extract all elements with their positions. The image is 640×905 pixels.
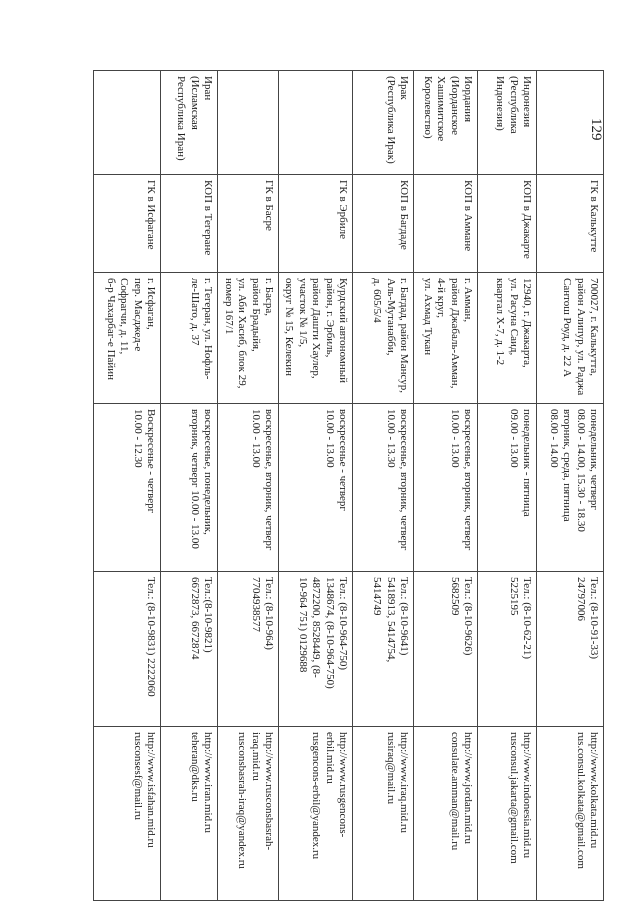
cell-line: 08.00 - 14.00, 15.30 - 18.30 [574,409,587,532]
hours-cell [160,404,217,572]
cell-line: Воскресенье - четверг [144,409,157,514]
cell-line: Сантош Роуд, д. 22 А [561,278,574,378]
cell-line: ГК в Калькутте [588,180,600,253]
country-cell [93,71,160,175]
cell-line: 10.00 - 13.00 [249,409,262,468]
cell-line: Аль-Мутанабби, [384,278,397,356]
address-cell [537,273,604,404]
country-cell [537,71,604,175]
table-row [478,71,537,901]
address-cell [160,273,217,404]
cell-line: teheran@dks.ru [188,732,201,802]
cell-line: 5225195 [507,577,520,616]
table-row [93,71,160,901]
web-cell [278,727,352,901]
cell-line: г. Амман, [462,278,474,323]
web-cell [93,727,160,901]
address-cell [353,273,414,404]
phones-cell [278,572,352,727]
hours-cell [217,404,278,572]
cell-line: 10.00 - 13.00 [448,409,461,468]
cell-line: Тел.: (8-10-964) [262,577,275,650]
cell-line: 6672873, 6672874 [188,577,201,660]
cell-line: КОП в Аммане [462,180,474,252]
cell-line: округ № 15, Келекин [283,278,296,376]
cell-line: 5418913, 5414754, [384,577,397,663]
cell-line: г. Тегеран, ул. Нофль- [201,278,214,380]
table-row [414,71,478,901]
hours-cell [353,404,414,572]
cell-line: Тел.: (8-10-9626) [462,577,474,656]
cell-line: Тел.: (8-10-62-21) [521,577,533,660]
web-cell [160,727,217,901]
cell-line: вторник, четверг 10.00 - 13.00 [188,409,201,549]
cell-line: воскресенье, вторник, четверг [398,409,410,551]
office-cell [217,175,278,273]
phones-cell [537,572,604,727]
cell-line: Курдский автономный [337,278,349,383]
cell-line: понедельник, четверг [588,409,600,510]
table-row [537,71,604,901]
cell-line: http://www.kolkata.mid.ru [588,732,600,849]
address-cell [478,273,537,404]
cell-line: 5682509 [448,577,461,616]
country-cell [278,71,352,175]
hours-cell [414,404,478,572]
cell-line: район Алипур, ул. Раджа [574,278,587,396]
hours-cell [537,404,604,572]
cell-line: ГК в Исфагане [144,180,157,250]
cell-line: iraq.mid.ru [249,732,262,781]
cell-line: район Дашти Хаулер, [310,278,323,379]
cell-line: участок № 1/5, [296,278,309,348]
cell-line: (Иорданское [448,76,461,136]
cell-line: г. Багдад, район Мансур, [398,278,410,393]
cell-line: 12940, г. Джакарта, [521,278,533,368]
cell-line: Индонезия) [494,76,507,131]
country-cell [478,71,537,175]
cell-line: номер 167/1 [222,278,235,335]
cell-line: район Джабаль-Амман, [448,278,461,389]
cell-line: квартал X-7, д. 1-2 [494,278,507,366]
cell-line: воскресенье, вторник, четверг [262,409,275,551]
rotated-page [95,70,604,900]
cell-line: 5414749 [371,577,384,616]
country-cell [217,71,278,175]
cell-line: http://www.rusconsbasrah- [262,732,275,851]
cell-line: Иордания [462,76,474,123]
cell-line: Тел.: (8-10-9831) 2222060 [144,577,157,697]
cell-line: Тел.:(8-10-9821) [201,577,214,653]
office-cell [414,175,478,273]
country-cell [414,71,478,175]
country-cell [160,71,217,175]
cell-line: ул. Ахмад Тукан [421,278,434,356]
cell-line: район Брадыйя, [249,278,262,352]
cell-line: rus.consul.kolkata@gmail.com [574,732,587,869]
office-cell [160,175,217,273]
address-cell [217,273,278,404]
cell-line: д. 605/5/4 [371,278,384,323]
cell-line: ул. Аби Хасиб, блок 29, [236,278,249,389]
cell-line: 4872200, 8528449, (8- [310,577,323,678]
phones-cell [478,572,537,727]
cell-line: 7704938577 [249,577,262,632]
cell-line: 10.00 - 12.30 [131,409,144,468]
phones-cell [160,572,217,727]
address-cell [93,273,160,404]
cell-line: 4-й круг, [435,278,448,319]
cell-line: (Республика [507,76,520,134]
cell-line: Софрагчи, д. 11, [118,278,131,355]
address-cell [414,273,478,404]
office-cell [278,175,352,273]
cell-line: 08.00 - 14.00 [547,409,560,468]
cell-line: вторник, среда, пятница [561,409,574,522]
office-cell [478,175,537,273]
cell-line: rusconsbasrah-iraq@yandex.ru [236,732,249,869]
cell-line: http://www.rusgencons- [337,732,349,838]
office-cell [537,175,604,273]
cell-line: consulate.amman@mail.ru [448,732,461,851]
cell-line: rusconsul.jakarta@gmail.com [507,732,520,864]
cell-line: 10.00 - 13.00 [323,409,336,468]
cell-line: rusiraq@mail.ru [384,732,397,805]
cell-line: Королевство) [421,76,434,139]
cell-line: КОП в Тегеране [201,180,214,256]
cell-line: пер. Масджед-е [131,278,144,352]
cell-line: erbil.mid.ru [323,732,336,784]
web-cell [217,727,278,901]
cell-line: г. Исфаган, [144,278,157,330]
office-cell [93,175,160,273]
cell-line: Иран [201,76,214,101]
cell-line: воскресенье - четверг [337,409,349,511]
office-cell [353,175,414,273]
hours-cell [478,404,537,572]
cell-line: 10-964 751) 0129688 [296,577,309,673]
cell-line: 700027, г. Калькутта, [588,278,600,377]
cell-line: б-р Чахарбаг-е Пайин [104,278,117,381]
cell-line: Тел.: (8-10-9641) [398,577,410,656]
table-row [160,71,217,901]
hours-cell [278,404,352,572]
cell-line: воскресенье, вторник, четверг [462,409,474,551]
phones-cell [93,572,160,727]
cell-line: Индонезия [521,76,533,128]
cell-line: район, г. Эрбиль, [323,278,336,358]
table-row [278,71,352,901]
web-cell [414,727,478,901]
table-row [353,71,414,901]
cell-line: понедельник - пятница [521,409,533,517]
cell-line: rusgencons-erbil@yandex.ru [310,732,323,860]
web-cell [353,727,414,901]
cell-line: Республика Иран) [175,76,188,161]
cell-line: (Республика Ирак) [384,76,397,164]
cell-line: http://www.indonesia.mid.ru [521,732,533,859]
web-cell [537,727,604,901]
cell-line: ГК в Басре [262,180,275,231]
country-cell [353,71,414,175]
cell-line: 10.00 - 13.30 [384,409,397,468]
phones-cell [353,572,414,727]
cell-line: (Исламская [188,76,201,130]
cell-line: Тел.: (8-10-964-750) [337,577,349,671]
phones-cell [414,572,478,727]
page-number: 129 [588,118,604,141]
cell-line: ГК в Эрбиле [337,180,349,240]
cell-line: Хашимитское [435,76,448,142]
phones-cell [217,572,278,727]
cell-line: ле-Шато, д. 37 [188,278,201,346]
cell-line: http://www.iraq.mid.ru [398,732,410,834]
cell-line: http://www.iran.mid.ru [201,732,214,834]
cell-line: 24797006 [574,577,587,621]
cell-line: 1348674, (8-10-964-750) [323,577,336,689]
cell-line: rusconsesf@mail.ru [131,732,144,821]
cell-line: 09.00 - 13.00 [507,409,520,468]
cell-line: Ирак [398,76,410,100]
web-cell [478,727,537,901]
table-row [217,71,278,901]
cell-line: воскресенье, понедельник, [201,409,214,535]
cell-line: http://www.jordan.mid.ru [462,732,474,845]
cell-line: ул. Расуна Саид, [507,278,520,356]
address-cell [278,273,352,404]
cell-line: http://www.isfahan.mid.ru [144,732,157,848]
cell-line: КОП в Джакарте [521,180,533,259]
cell-line: КОП в Багдаде [398,180,410,250]
consulates-table [93,70,604,901]
hours-cell [93,404,160,572]
cell-line: Тел.: (8-10-91-33) [588,577,600,660]
cell-line: г. Басра, [262,278,275,316]
